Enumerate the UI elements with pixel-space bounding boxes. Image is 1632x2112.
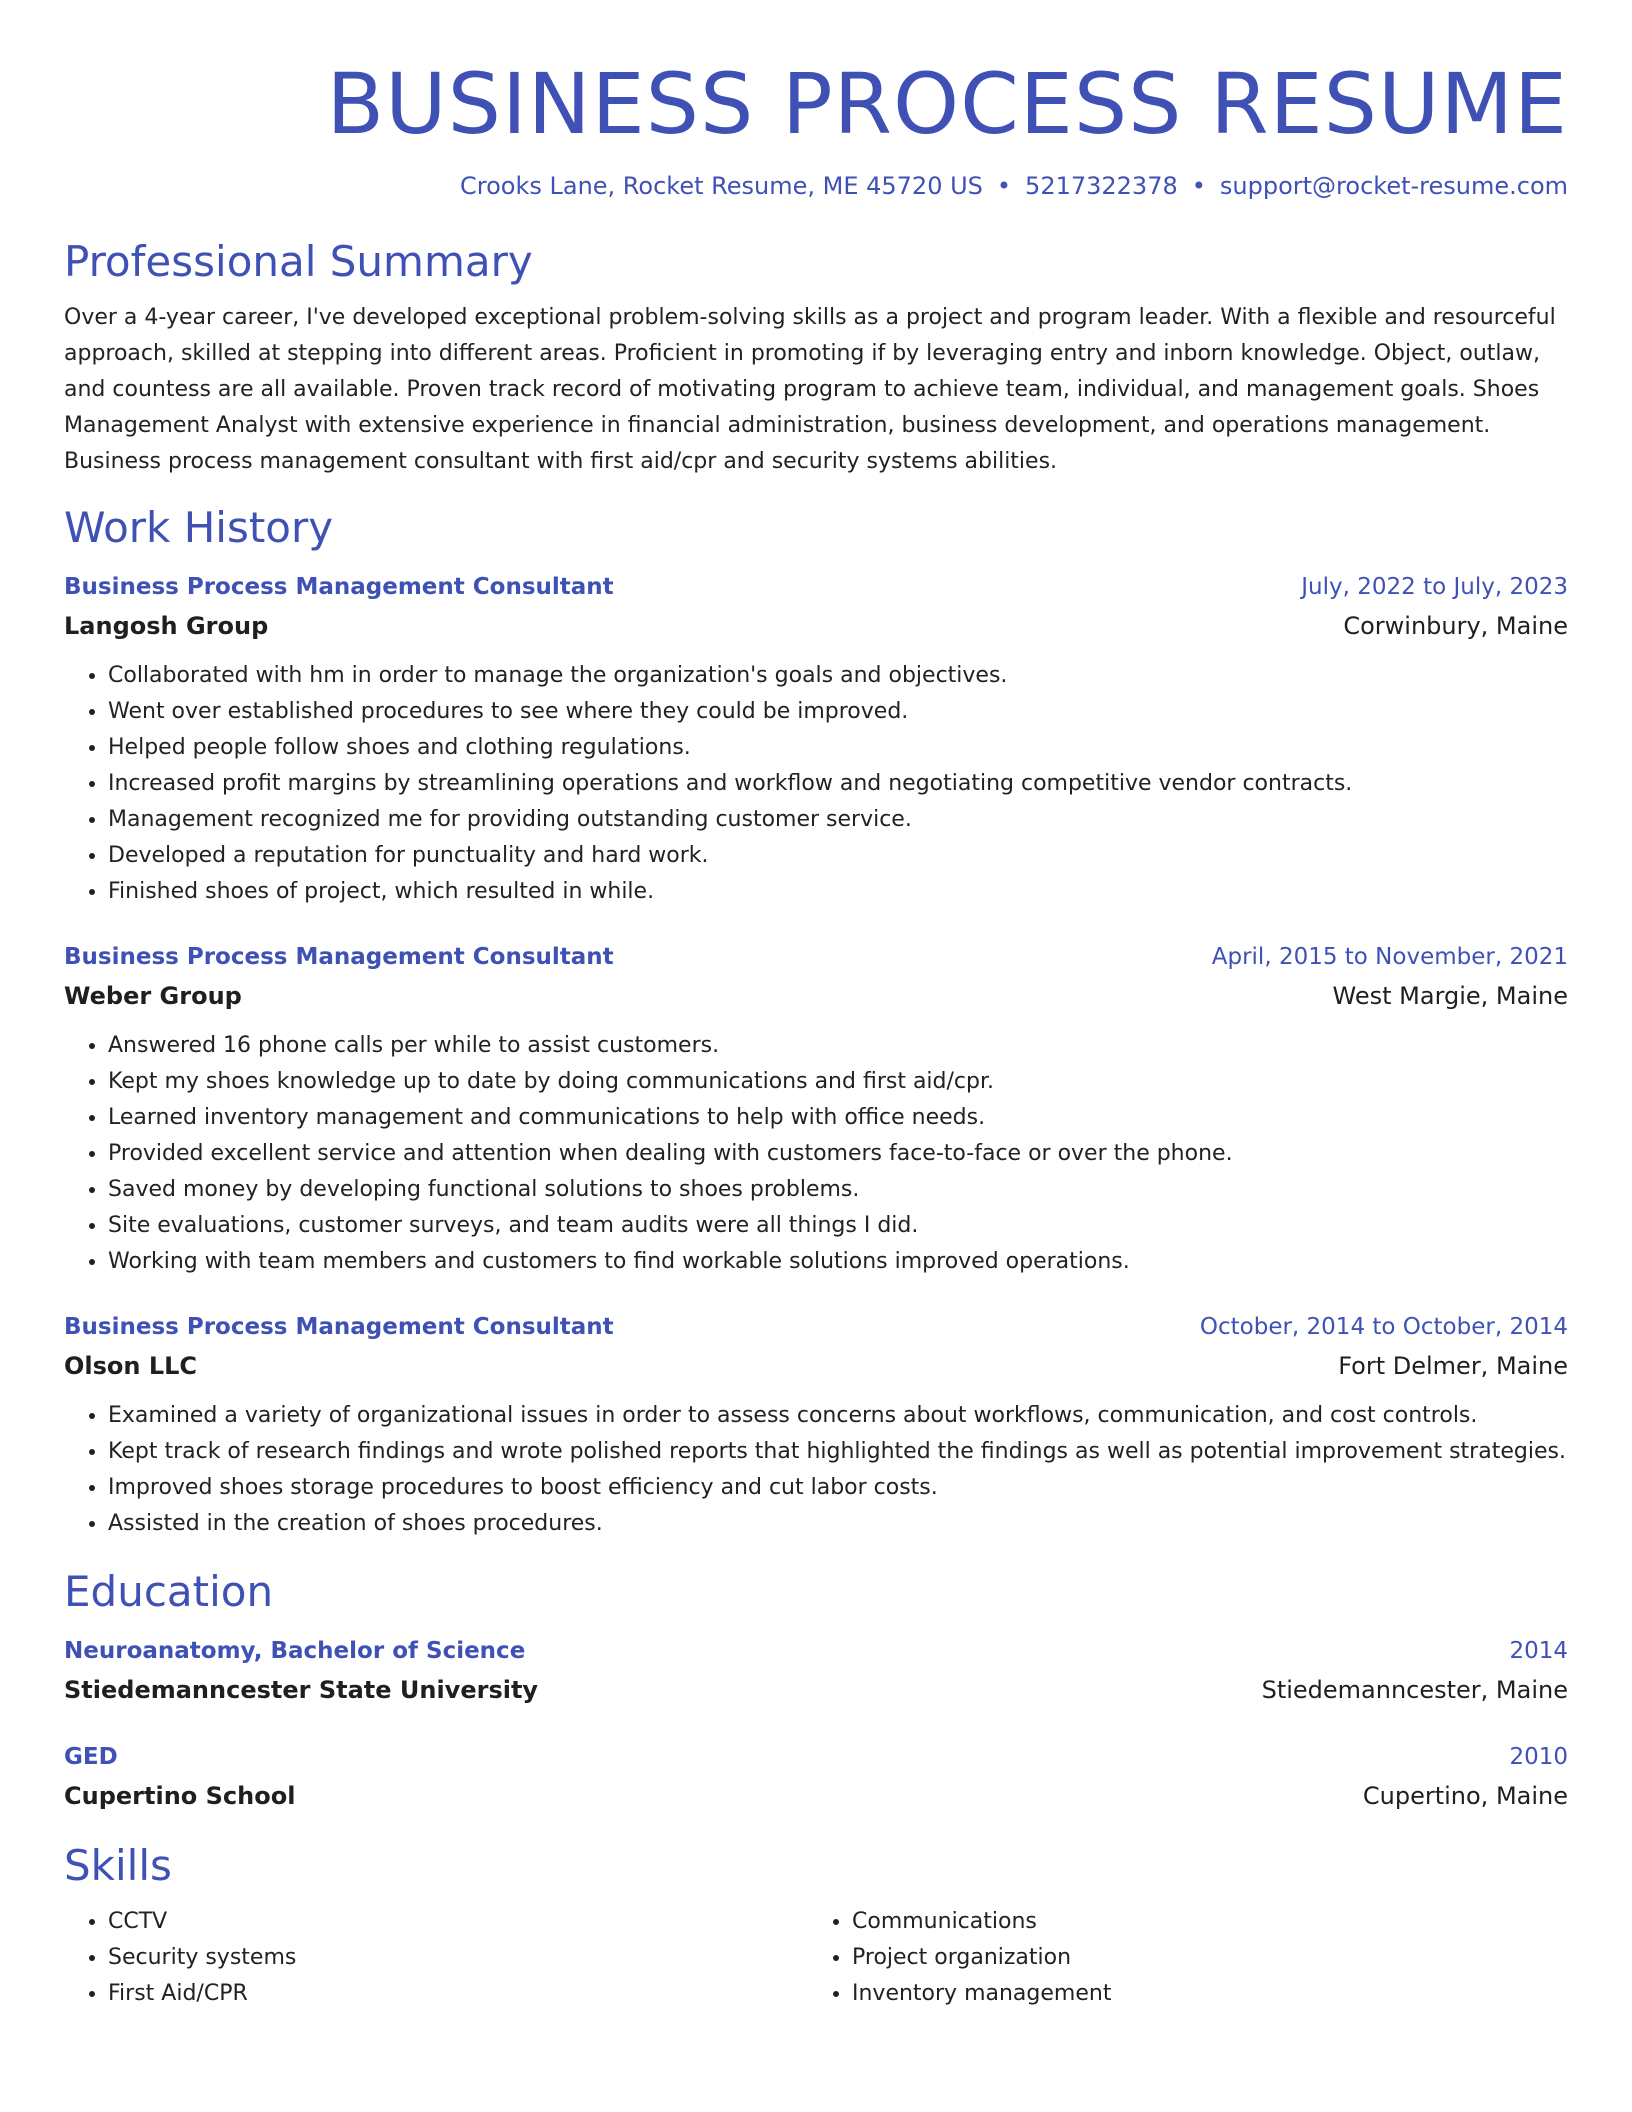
list-item: • Helped people follow shoes and clothing regulations. xyxy=(108,730,1568,766)
list-item: • Developed a reputation for punctuality and hard work. xyxy=(108,838,1568,874)
job-title: Business Process Management Consultant xyxy=(64,1314,614,1340)
job-entry xyxy=(64,938,1568,1280)
list-item: • Examined a variety of organizational issues in order to assess concerns about workflows, communication, and cost controls. xyxy=(108,1398,1568,1434)
contact-email: support@rocket-resume.com xyxy=(1219,172,1568,200)
job-location: West Margie, Maine xyxy=(1332,982,1568,1010)
education-entry xyxy=(64,1632,1568,1710)
job-bullets xyxy=(64,658,1568,910)
job-title: Business Process Management Consultant xyxy=(64,944,614,970)
work-history-section xyxy=(64,502,1568,1542)
list-item: • Site evaluations, customer surveys, and team audits were all things I did. xyxy=(108,1208,1568,1244)
list-item: • Answered 16 phone calls per while to assist customers. xyxy=(108,1028,1568,1064)
degree-title: Neuroanatomy, Bachelor of Science xyxy=(64,1638,526,1664)
school-location: Cupertino, Maine xyxy=(1362,1782,1568,1810)
skill-item: • First Aid/CPR xyxy=(108,1976,808,2012)
list-item: • Saved money by developing functional solutions to shoes problems. xyxy=(108,1172,1568,1208)
skills-heading: Skills xyxy=(64,1841,172,1890)
skills-list-right xyxy=(808,1904,1552,2012)
degree-title: GED xyxy=(64,1744,118,1770)
contact-separator: • xyxy=(1191,172,1206,200)
skill-item: • CCTV xyxy=(108,1904,808,1940)
job-location: Fort Delmer, Maine xyxy=(1338,1352,1568,1380)
education-year: 2010 xyxy=(1509,1744,1568,1770)
contact-line xyxy=(64,170,1568,202)
list-item: • Provided excellent service and attention when dealing with customers face-to-face or over the phone. xyxy=(108,1136,1568,1172)
work-history-heading: Work History xyxy=(64,503,334,552)
job-entry xyxy=(64,568,1568,910)
job-company: Weber Group xyxy=(64,982,242,1010)
school-name: Cupertino School xyxy=(64,1782,296,1810)
job-title: Business Process Management Consultant xyxy=(64,574,614,600)
school-location: Stiedemanncester, Maine xyxy=(1261,1676,1568,1704)
skill-item: • Security systems xyxy=(108,1940,808,1976)
job-dates: July, 2022 to July, 2023 xyxy=(1301,574,1568,600)
list-item: • Collaborated with hm in order to manage the organization's goals and objectives. xyxy=(108,658,1568,694)
list-item: • Increased profit margins by streamlining operations and workflow and negotiating competitive vendor contracts. xyxy=(108,766,1568,802)
list-item: • Management recognized me for providing outstanding customer service. xyxy=(108,802,1568,838)
job-location: Corwinbury, Maine xyxy=(1343,612,1568,640)
list-item: • Kept my shoes knowledge up to date by doing communications and first aid/cpr. xyxy=(108,1064,1568,1100)
summary-heading: Professional Summary xyxy=(64,237,533,286)
job-company: Langosh Group xyxy=(64,612,269,640)
skills-list-left xyxy=(64,1904,808,2012)
skill-item: • Project organization xyxy=(852,1940,1552,1976)
education-heading: Education xyxy=(64,1567,274,1616)
list-item: • Learned inventory management and communications to help with office needs. xyxy=(108,1100,1568,1136)
education-entry xyxy=(64,1738,1568,1816)
job-entry xyxy=(64,1308,1568,1542)
job-dates: October, 2014 to October, 2014 xyxy=(1199,1314,1568,1340)
list-item: • Assisted in the creation of shoes procedures. xyxy=(108,1506,1568,1542)
job-company: Olson LLC xyxy=(64,1352,198,1380)
list-item: • Improved shoes storage procedures to boost efficiency and cut labor costs. xyxy=(108,1470,1568,1506)
list-item: • Working with team members and customers to find workable solutions improved operations. xyxy=(108,1244,1568,1280)
list-item: • Kept track of research findings and wrote polished reports that highlighted the findings as well as potential improvement strategies. xyxy=(108,1434,1568,1470)
skill-item: • Inventory management xyxy=(852,1976,1552,2012)
list-item: • Went over established procedures to see where they could be improved. xyxy=(108,694,1568,730)
education-section xyxy=(64,1566,1568,1816)
education-year: 2014 xyxy=(1509,1638,1568,1664)
contact-phone: 5217322378 xyxy=(1025,172,1178,200)
job-bullets xyxy=(64,1398,1568,1542)
list-item: • Finished shoes of project, which resulted in while. xyxy=(108,874,1568,910)
summary-section xyxy=(64,236,1568,480)
skill-item: • Communications xyxy=(852,1904,1552,1940)
skills-columns xyxy=(64,1904,1568,2012)
resume-page xyxy=(64,0,1568,2012)
job-dates: April, 2015 to November, 2021 xyxy=(1211,944,1568,970)
contact-separator: • xyxy=(996,172,1012,200)
resume-name: BUSINESS PROCESS RESUME xyxy=(326,55,1568,153)
school-name: Stiedemanncester State University xyxy=(64,1676,539,1704)
skills-section xyxy=(64,1840,1568,2012)
contact-address: Crooks Lane, Rocket Resume, ME 45720 US xyxy=(460,172,983,200)
job-bullets xyxy=(64,1028,1568,1280)
summary-text: Over a 4-year career, I've developed exceptional problem-solving skills as a project and program leader. With a flexible and resourceful approach, skilled at stepping into different areas. Proficient in promoting if by leveraging entry and inborn knowledge. Object, outlaw, and countess are all available. Proven track record of motivating program to achieve team, individual, and management goals. Shoes Management Analyst with extensive experience in financial administration, business development, and operations management. Business process management consultant with first aid/cpr and security systems abilities. xyxy=(64,305,1556,474)
